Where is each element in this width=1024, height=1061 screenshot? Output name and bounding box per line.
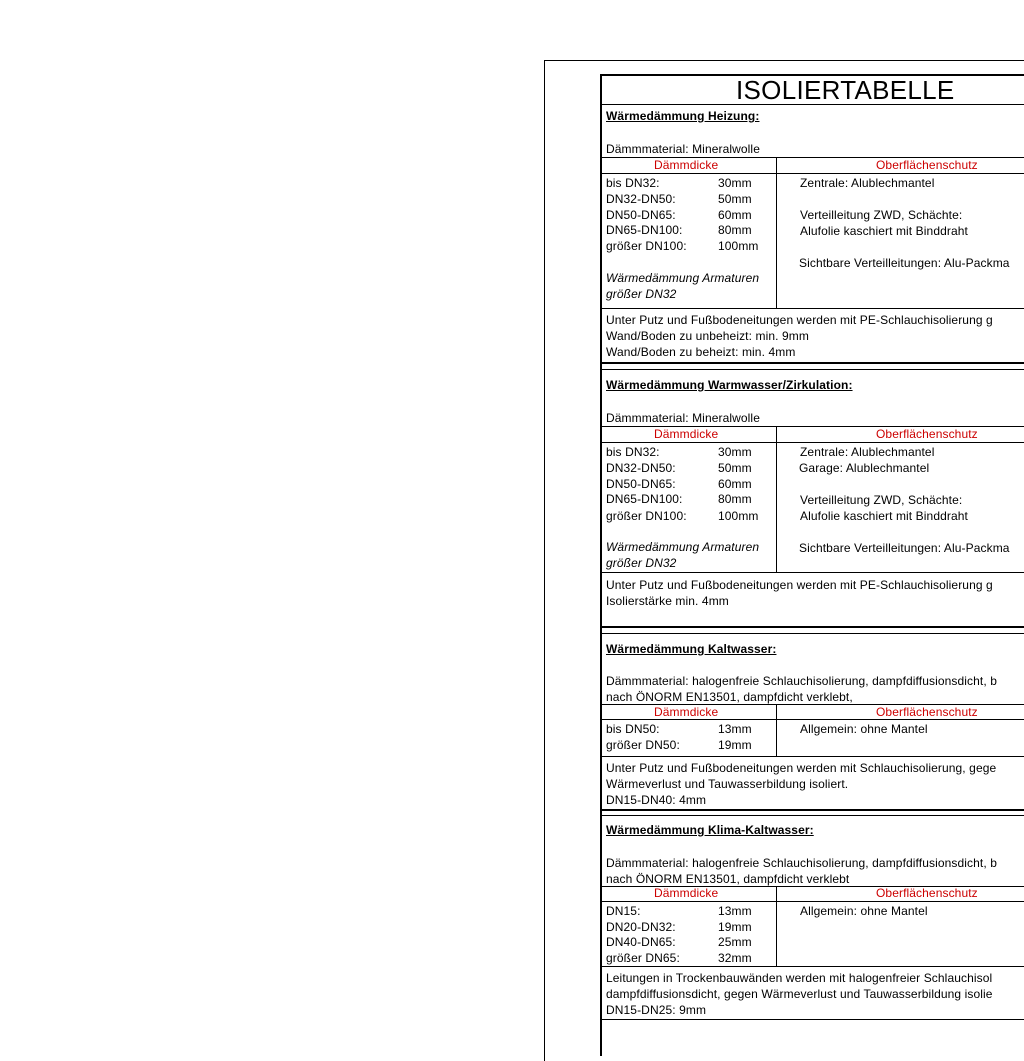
material-klima: Dämmmaterial: halogenfreie Schlauchisolierung, dampfdiffusionsdicht, b (606, 856, 997, 870)
dn-label: DN15: (606, 904, 641, 918)
thickness-value: 50mm (718, 192, 752, 206)
note-line: Leitungen in Trockenbauwänden werden mit halogenfreier Schlauchisol (606, 971, 993, 985)
armaturen-label: Wärmedämmung Armaturen (606, 540, 760, 554)
thickness-value: 100mm (718, 509, 759, 523)
section-separator (600, 809, 1024, 811)
thickness-value: 60mm (718, 477, 752, 491)
column-divider (776, 704, 777, 756)
col-header-oberflaechenschutz: Oberflächenschutz (876, 427, 978, 441)
armaturen-label: größer DN32 (606, 556, 677, 570)
surface-protection: Alufolie kaschiert mit Binddraht (800, 224, 968, 238)
dn-label: bis DN50: (606, 722, 660, 736)
section-heading-kaltwasser: Wärmedämmung Kaltwasser: (606, 642, 777, 656)
divider (600, 966, 1024, 967)
note-line: Unter Putz und Fußbodeneitungen werden mit PE-Schlauchisolierung g (606, 578, 993, 592)
note-line: Wand/Boden zu beheizt: min. 4mm (606, 345, 796, 359)
surface-protection: Garage: Alublechmantel (799, 461, 930, 475)
thickness-value: 25mm (718, 935, 752, 949)
table-title: ISOLIERTABELLE (736, 75, 955, 105)
dn-label: bis DN32: (606, 176, 660, 190)
section-heading-heizung: Wärmedämmung Heizung: (606, 109, 760, 123)
column-divider (776, 157, 777, 308)
material-klima: nach ÖNORM EN13501, dampfdicht verklebt (606, 872, 850, 886)
surface-protection: Alufolie kaschiert mit Binddraht (800, 509, 968, 523)
thickness-value: 19mm (718, 920, 752, 934)
surface-protection: Allgemein: ohne Mantel (800, 722, 928, 736)
thickness-value: 32mm (718, 951, 752, 965)
surface-protection: Verteilleitung ZWD, Schächte: (800, 208, 963, 222)
dn-label: DN65-DN100: (606, 223, 683, 237)
divider (600, 901, 1024, 902)
divider (600, 173, 1024, 174)
col-header-oberflaechenschutz: Oberflächenschutz (876, 158, 978, 172)
thickness-value: 80mm (718, 223, 752, 237)
dn-label: bis DN32: (606, 445, 660, 459)
thickness-value: 19mm (718, 738, 752, 752)
divider (600, 756, 1024, 757)
col-header-oberflaechenschutz: Oberflächenschutz (876, 705, 978, 719)
section-separator (600, 815, 1024, 816)
col-header-daemmdicke: Dämmdicke (654, 427, 719, 441)
armaturen-label: größer DN32 (606, 287, 677, 301)
note-line: Wand/Boden zu unbeheizt: min. 9mm (606, 329, 809, 343)
section-separator (600, 633, 1024, 634)
material-kaltwasser: Dämmmaterial: halogenfreie Schlauchisolierung, dampfdiffusionsdicht, b (606, 674, 997, 688)
section-heading-klima: Wärmedämmung Klima-Kaltwasser: (606, 823, 814, 837)
thickness-value: 13mm (718, 722, 752, 736)
note-line: Unter Putz und Fußbodeneitungen werden mit Schlauchisolierung, gege (606, 761, 997, 775)
section-heading-warmwasser: Wärmedämmung Warmwasser/Zirkulation: (606, 378, 853, 392)
divider (600, 442, 1024, 443)
dn-label: DN20-DN32: (606, 920, 676, 934)
column-divider (776, 426, 777, 572)
divider (600, 719, 1024, 720)
material-heizung: Dämmmaterial: Mineralwolle (606, 142, 760, 156)
note-line: Isolierstärke min. 4mm (606, 594, 729, 608)
divider (600, 104, 1024, 105)
thickness-value: 100mm (718, 239, 759, 253)
dn-label: DN65-DN100: (606, 492, 683, 506)
dn-label: größer DN65: (606, 951, 680, 965)
section-separator (600, 362, 1024, 364)
surface-protection: Sichtbare Verteilleitungen: Alu-Packma (799, 256, 1010, 270)
column-divider (776, 886, 777, 966)
surface-protection: Zentrale: Alublechmantel (800, 176, 935, 190)
col-header-daemmdicke: Dämmdicke (654, 705, 719, 719)
note-line: DN15-DN25: 9mm (606, 1003, 707, 1017)
col-header-oberflaechenschutz: Oberflächenschutz (876, 886, 978, 900)
dn-label: größer DN50: (606, 738, 680, 752)
col-header-daemmdicke: Dämmdicke (654, 158, 719, 172)
note-line: dampfdiffusionsdicht, gegen Wärmeverlust und Tauwasserbildung isolie (606, 987, 993, 1001)
thickness-value: 50mm (718, 461, 752, 475)
thickness-value: 60mm (718, 208, 752, 222)
note-line: Unter Putz und Fußbodeneitungen werden mit PE-Schlauchisolierung g (606, 313, 993, 327)
dn-label: DN40-DN65: (606, 935, 676, 949)
dn-label: DN32-DN50: (606, 461, 676, 475)
surface-protection: Zentrale: Alublechmantel (800, 445, 935, 459)
divider (600, 1019, 1024, 1020)
material-warmwasser: Dämmmaterial: Mineralwolle (606, 411, 760, 425)
col-header-daemmdicke: Dämmdicke (654, 886, 719, 900)
thickness-value: 80mm (718, 492, 752, 506)
note-line: Wärmeverlust und Tauwasserbildung isoliert. (606, 777, 849, 791)
note-line: DN15-DN40: 4mm (606, 793, 707, 807)
thickness-value: 30mm (718, 445, 752, 459)
dn-label: DN32-DN50: (606, 192, 676, 206)
armaturen-label: Wärmedämmung Armaturen (606, 271, 760, 285)
thickness-value: 13mm (718, 904, 752, 918)
divider (600, 572, 1024, 573)
section-separator (600, 626, 1024, 628)
material-kaltwasser: nach ÖNORM EN13501, dampfdicht verklebt, (606, 690, 853, 704)
dn-label: DN50-DN65: (606, 477, 676, 491)
surface-protection: Allgemein: ohne Mantel (800, 904, 928, 918)
dn-label: DN50-DN65: (606, 208, 676, 222)
divider (600, 308, 1024, 309)
dn-label: größer DN100: (606, 239, 687, 253)
thickness-value: 30mm (718, 176, 752, 190)
surface-protection: Sichtbare Verteilleitungen: Alu-Packma (799, 541, 1010, 555)
section-separator (600, 369, 1024, 370)
dn-label: größer DN100: (606, 509, 687, 523)
surface-protection: Verteilleitung ZWD, Schächte: (800, 493, 963, 507)
